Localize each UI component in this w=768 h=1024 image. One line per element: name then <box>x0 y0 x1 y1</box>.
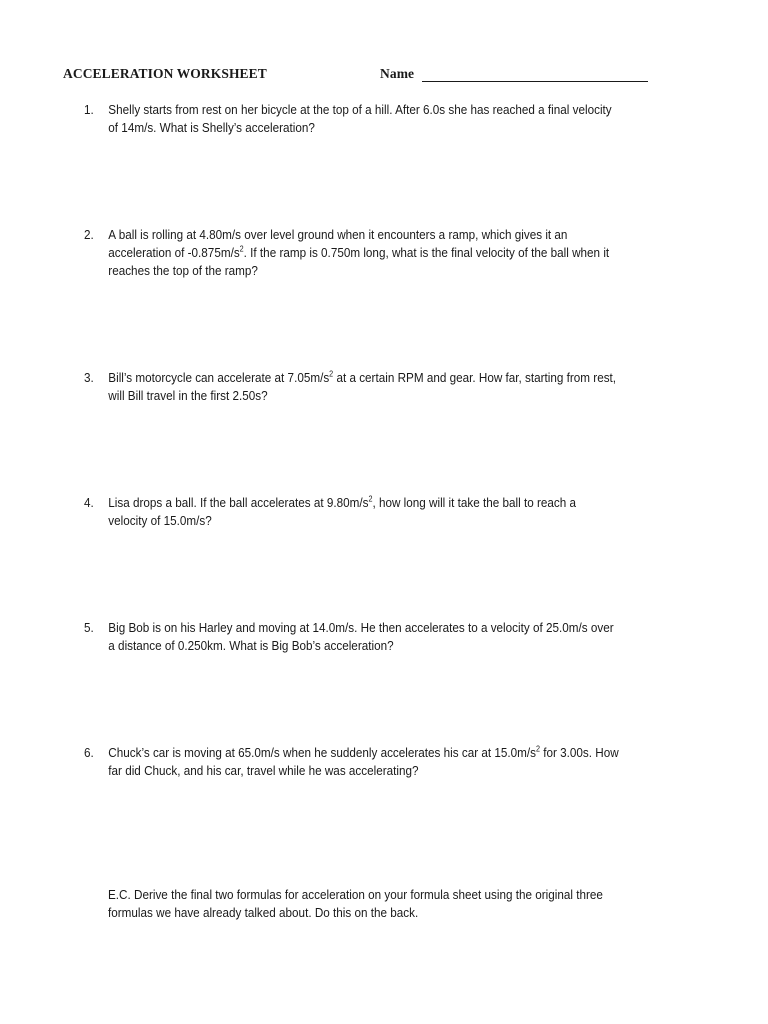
question-number: 2. <box>84 227 94 242</box>
question-number: 1. <box>84 102 94 117</box>
superscript: 2 <box>239 244 244 254</box>
question-line: Big Bob is on his Harley and moving at 14.0m/s. He then accelerates to a velocity of 25.0m/s over <box>108 620 614 635</box>
question-line: of 14m/s. What is Shelly’s acceleration? <box>108 120 315 135</box>
question-line: A ball is rolling at 4.80m/s over level ground when it encounters a ramp, which gives it an <box>108 227 568 242</box>
extra-credit <box>108 886 684 922</box>
name-field <box>380 66 648 82</box>
question-line-part: Bill’s motorcycle can accelerate at 7.05m/s <box>108 370 330 385</box>
question-text <box>108 369 616 405</box>
question-number: 6. <box>84 745 94 760</box>
question-line: velocity of 15.0m/s? <box>108 513 212 528</box>
question-text <box>108 494 576 530</box>
question-number: 5. <box>84 620 94 635</box>
question-text <box>108 619 613 655</box>
question-line: far did Chuck, and his car, travel while he was accelerating? <box>108 763 419 778</box>
question-line: will Bill travel in the first 2.50s? <box>108 388 268 403</box>
question-line: a distance of 0.250km. What is Big Bob’s acceleration? <box>108 638 394 653</box>
worksheet-header <box>63 66 703 86</box>
question-line-part: Chuck’s car is moving at 65.0m/s when he suddenly accelerates his car at 15.0m/s <box>108 745 536 760</box>
question-line <box>108 369 616 387</box>
question-line-part: Lisa drops a ball. If the ball accelerates at 9.80m/s <box>108 495 369 510</box>
superscript: 2 <box>329 369 334 379</box>
question-text <box>108 226 609 280</box>
name-blank-line <box>422 67 648 82</box>
question-line-part: for 3.00s. How <box>540 745 619 760</box>
extra-credit-line: formulas we have already talked about. Do this on the back. <box>108 905 419 920</box>
question-number: 3. <box>84 370 94 385</box>
superscript: 2 <box>535 744 541 754</box>
question-line: Shelly starts from rest on her bicycle at the top of a hill. After 6.0s she has reached a final velocity <box>108 102 612 117</box>
question-text <box>108 744 618 780</box>
question-text <box>108 101 611 137</box>
question-line <box>108 744 618 762</box>
question-number: 4. <box>84 495 94 510</box>
question-line-part: , how long will it take the ball to reach a <box>372 495 577 510</box>
worksheet-title: ACCELERATION WORKSHEET <box>63 66 267 81</box>
question-line <box>108 494 576 512</box>
question-line <box>108 244 609 262</box>
name-label: Name <box>380 66 415 81</box>
question-line-part: . If the ramp is 0.750m long, what is the final velocity of the ball when it <box>243 245 610 260</box>
question-line-part: acceleration of -0.875m/s <box>108 245 240 260</box>
superscript: 2 <box>368 494 373 504</box>
question-line-part: at a certain RPM and gear. How far, starting from rest, <box>333 370 617 385</box>
question-line: reaches the top of the ramp? <box>108 263 258 278</box>
extra-credit-line: E.C. Derive the final two formulas for acceleration on your formula sheet using the original three <box>108 887 603 902</box>
